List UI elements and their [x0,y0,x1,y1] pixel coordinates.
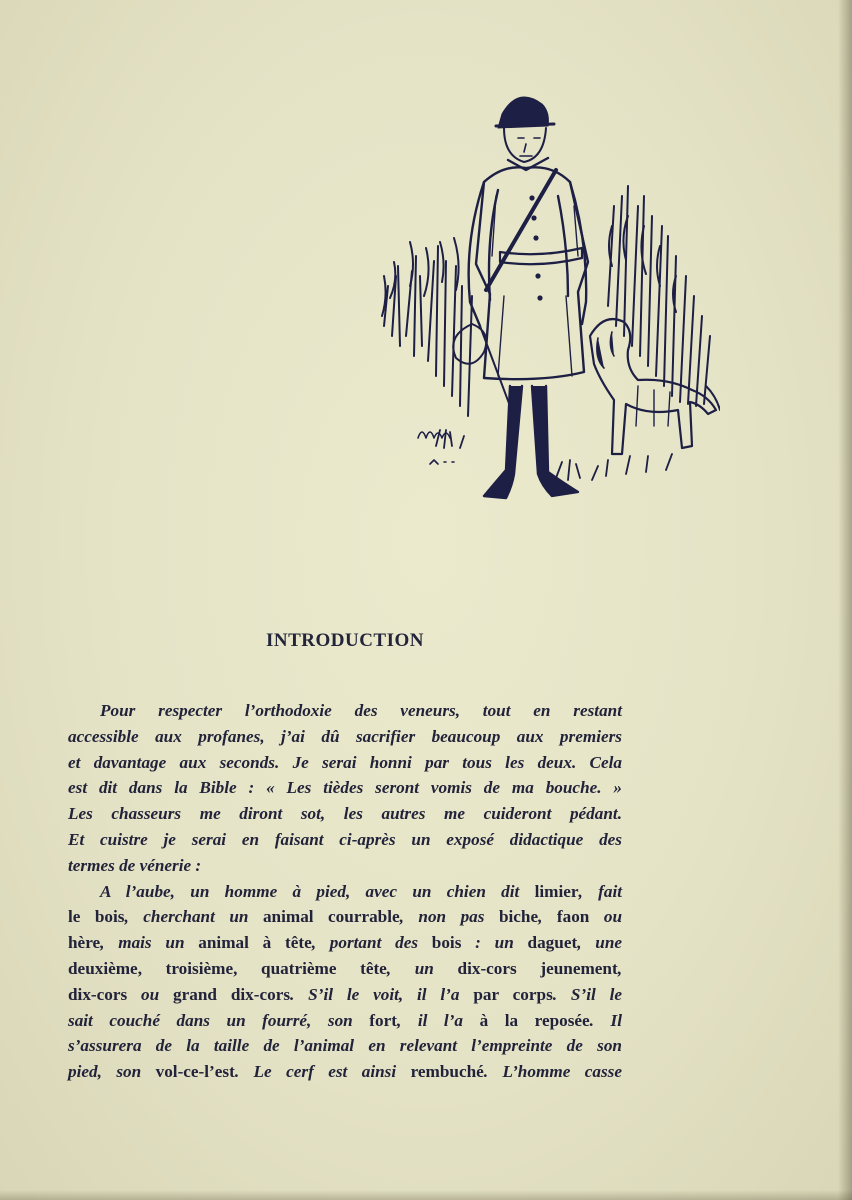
text-line [68,904,622,930]
text-segment: , une [577,933,623,953]
text-segment: . L’homme casse [483,1062,622,1082]
text-segment: ou [127,984,174,1004]
text-segment: . S’il le [552,984,623,1004]
page-edge-shadow [838,0,852,1200]
text-segment: fort [369,1010,397,1030]
text-line [68,956,622,982]
text-line [68,853,622,879]
text-segment: biche [498,907,539,927]
text-segment: dix-cors [68,984,128,1004]
text-line [68,930,622,956]
text-segment: , il l’a [396,1010,480,1030]
text-segment: . Le cerf est ainsi [234,1062,411,1082]
text-line [68,879,622,905]
text-segment: est dit dans la Bible : « Les tièdes seront vomis de ma bouche. » [68,778,622,798]
text-segment: , non pas [399,907,499,927]
page-edge-shadow-bottom [0,1190,852,1200]
text-segment: ou [589,907,622,927]
text-line [68,750,622,776]
text-line [68,801,622,827]
text-segment: , mais un [100,933,199,953]
text-line [68,1033,622,1059]
text-segment: grand dix-cors [173,984,291,1004]
text-segment: pied [68,1062,98,1082]
text-segment: Et cuistre je serai en faisant ci-après un exposé didactique des [68,829,622,849]
text-segment: à la reposée [479,1010,590,1030]
text-segment: , son [97,1062,156,1082]
text-segment: deuxième, troisième, quatrième tête [68,958,387,978]
text-line [68,982,622,1008]
text-segment: vol-ce-l’est [155,1062,235,1082]
text-segment: , cherchant un [124,907,263,927]
text-segment: le bois [68,907,125,927]
text-segment: rembuché [410,1062,484,1082]
text-segment: limier [534,881,579,901]
chapter-title: INTRODUCTION [265,630,425,651]
text-segment: dix-cors jeunement [457,958,618,978]
text-segment: Pour respecter l’orthodoxie des veneurs, tout en restant [100,701,622,720]
huntsman-illustration [376,86,720,526]
text-segment: et davantage aux seconds. Je serai honni par tous les deux. Cela [68,752,622,772]
text-segment: faon [556,907,590,927]
text-line [68,724,622,750]
text-segment: bois [431,933,462,953]
text-segment: animal courrable [262,907,400,927]
text-segment: : un [461,933,528,953]
text-segment: animal à tête [198,933,312,953]
text-segment: sait couché dans un fourré, son [68,1010,370,1030]
text-segment: , [538,907,557,927]
text-segment: par corps [473,984,553,1004]
text-line [68,1059,622,1085]
text-line [68,698,622,724]
text-line [68,775,622,801]
text-segment: , fait [578,881,622,901]
text-segment: hère [68,933,101,953]
text-segment: . S’il le voit, il l’a [290,984,474,1004]
text-segment: A l’aube, un homme à pied, avec un chien dit [100,881,535,901]
text-segment: . Il [589,1010,622,1030]
text-segment: , un [386,958,458,978]
text-segment: daguet [527,933,578,953]
text-segment: , [617,958,622,978]
text-segment: accessible aux profanes, j’ai dû sacrifier beaucoup aux premiers [68,726,622,746]
text-line [68,1008,622,1034]
text-segment: termes de vénerie : [68,855,202,875]
introduction-text [68,698,622,1085]
text-line [68,827,622,853]
text-segment: Les chasseurs me diront sot, les autres me cuideront pédant. [68,804,622,824]
text-segment: , portant des [311,933,432,953]
text-segment: s’assurera de la taille de l’animal en relevant l’empreinte de son [68,1036,622,1056]
